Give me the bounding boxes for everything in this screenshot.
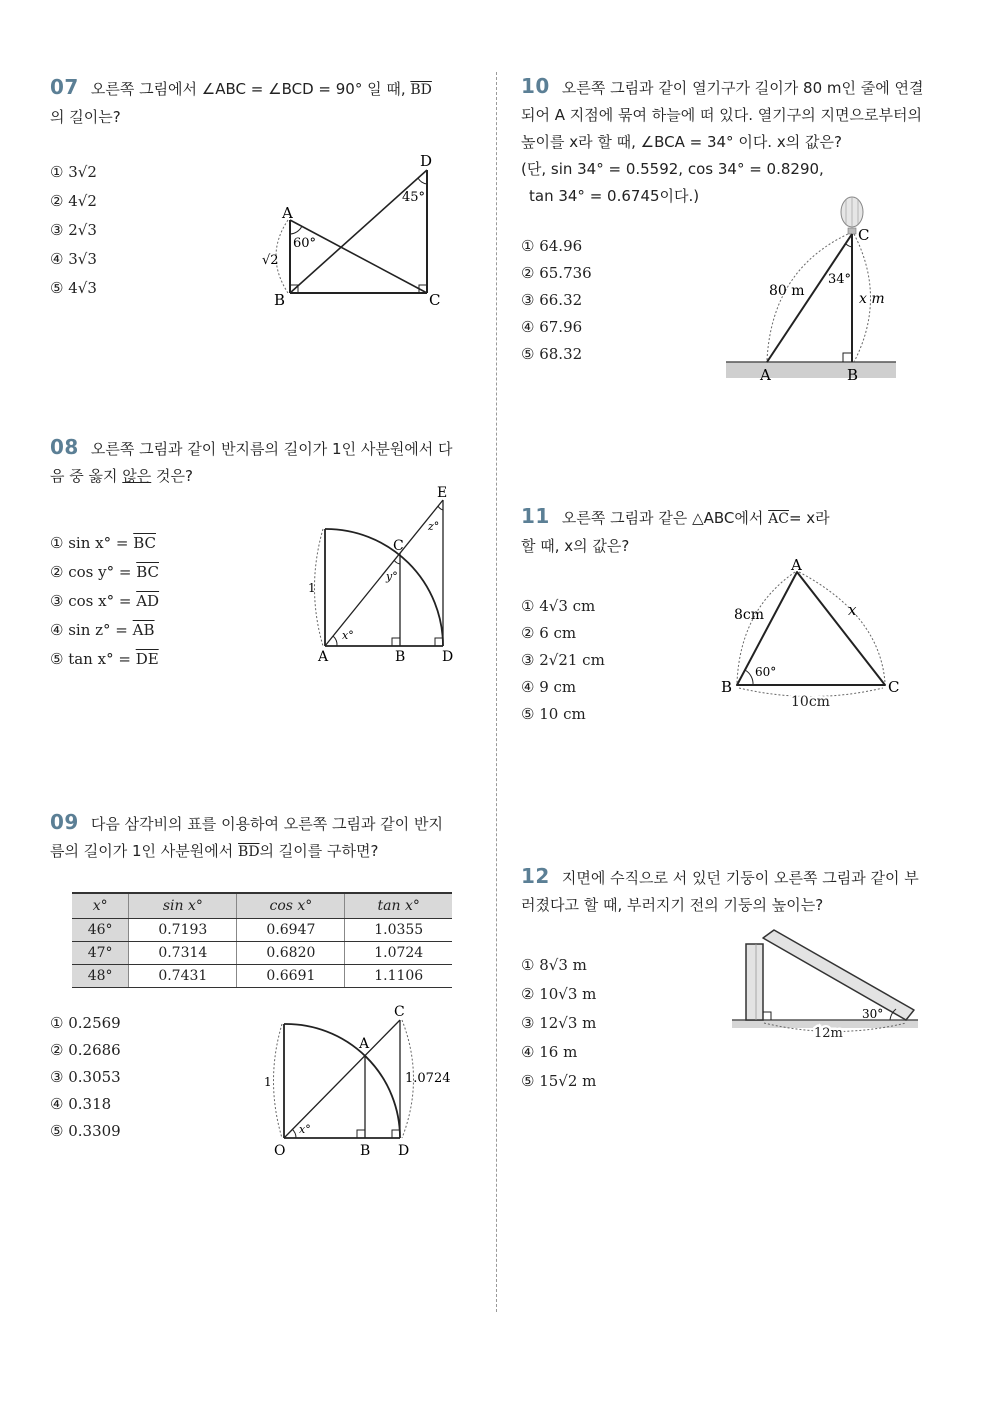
- table-cell: 1.0724: [345, 942, 452, 965]
- angle-label-x: x°: [299, 1123, 311, 1136]
- choice-text: ⑤ tan x° =: [50, 650, 131, 668]
- segment-label: $\overline{AC}$: [768, 511, 789, 527]
- table-cell: 0.6691: [237, 965, 345, 988]
- label-b: B: [274, 291, 286, 309]
- choice-3[interactable]: ③ 2√3: [50, 221, 97, 239]
- trig-table: [72, 892, 452, 988]
- angle-label-x: x°: [342, 629, 354, 642]
- segment-label: $\overline{BD}$: [410, 82, 432, 98]
- question-09-choices: [50, 1010, 121, 1145]
- dimension-arc-ac: [799, 572, 885, 683]
- choice-2[interactable]: ② 0.2686: [50, 1041, 121, 1059]
- question-12: [521, 863, 951, 919]
- segment-label: $\overline{BC}$: [133, 534, 156, 552]
- pillar-standing: [746, 944, 763, 1020]
- ground: [726, 362, 896, 378]
- segment-label: $\overline{BC}$: [136, 563, 159, 581]
- table-header-row: [72, 893, 452, 919]
- label-c: C: [888, 678, 900, 696]
- table-cell: 0.6947: [237, 919, 345, 942]
- label-d: D: [420, 152, 433, 170]
- stem-text: = x라: [788, 509, 830, 527]
- figure-10: [722, 190, 902, 385]
- choice-2[interactable]: [50, 558, 159, 587]
- stem-text: 할 때, x의 값은?: [521, 537, 630, 555]
- choice-2[interactable]: ② 6 cm: [521, 624, 577, 642]
- side-label-ac: x: [848, 601, 857, 619]
- figure-09: [255, 1000, 465, 1165]
- label-d: D: [398, 1143, 410, 1159]
- stem-text: 오른쪽 그림에서 ∠ABC = ∠BCD = 90° 일 때,: [90, 80, 406, 98]
- choice-2[interactable]: ② 10√3 m: [521, 985, 597, 1003]
- angle-label-c: 34°: [828, 272, 852, 287]
- question-07: [50, 74, 480, 131]
- choice-text: ② cos y° =: [50, 563, 132, 581]
- right-angle-d: [392, 1130, 400, 1138]
- table-row: [72, 942, 452, 965]
- dimension-arc: [315, 529, 324, 646]
- angle-arc-y: [394, 560, 400, 564]
- stem-text: 러졌다고 할 때, 부러지기 전의 기둥의 높이는?: [521, 896, 824, 914]
- choice-1[interactable]: ① 3√2: [50, 163, 97, 181]
- table-cell: 0.7431: [129, 965, 237, 988]
- label-c: C: [429, 291, 441, 309]
- label-a: A: [791, 556, 802, 574]
- question-07-stem: [50, 74, 480, 131]
- table-header: cos x°: [237, 893, 345, 919]
- question-number: 08: [50, 435, 79, 459]
- label-b: B: [847, 366, 859, 384]
- table-row: [72, 965, 452, 988]
- choice-4[interactable]: ④ 9 cm: [521, 678, 577, 696]
- choice-5[interactable]: ⑤ 4√3: [50, 279, 97, 297]
- stem-text: (단, sin 34° = 0.5592, cos 34° = 0.8290,: [521, 160, 824, 178]
- right-angle-b: [357, 1130, 365, 1138]
- angle-arc-d: [418, 178, 427, 184]
- question-number: 10: [521, 74, 550, 98]
- figure-07: [250, 148, 460, 313]
- angle-label-z: z°: [428, 520, 440, 533]
- choice-5[interactable]: ⑤ 68.32: [521, 345, 583, 363]
- table-cell: 48°: [72, 965, 129, 988]
- table-cell: 0.7193: [129, 919, 237, 942]
- table-cell: 46°: [72, 919, 129, 942]
- column-divider: [496, 72, 497, 1312]
- radius-label: 1: [264, 1075, 272, 1089]
- table-header: sin x°: [129, 893, 237, 919]
- pillar-fallen: [763, 930, 914, 1020]
- stem-text: 높이를 x라 할 때, ∠BCA = 34° 이다. x의 값은?: [521, 133, 842, 151]
- angle-arc-z: [438, 506, 443, 510]
- dimension-arc-radius: [274, 1024, 283, 1138]
- stem-text: 의 길이를 구하면?: [259, 842, 379, 860]
- segment-label: $\overline{DE}$: [135, 650, 159, 668]
- choice-text: ③ cos x° =: [50, 592, 132, 610]
- table-row: [72, 919, 452, 942]
- table-cell: 1.1106: [345, 965, 452, 988]
- choice-text: ④ sin z° =: [50, 621, 128, 639]
- choice-1[interactable]: [50, 529, 159, 558]
- choice-5[interactable]: [50, 645, 159, 674]
- label-b: B: [721, 678, 733, 696]
- label-b: B: [395, 649, 406, 665]
- choice-4[interactable]: [50, 616, 159, 645]
- choice-4[interactable]: ④ 16 m: [521, 1043, 578, 1061]
- angle-arc-x: [333, 636, 337, 646]
- angle-label-y: y°: [386, 570, 398, 583]
- stem-text: 지면에 수직으로 서 있던 기둥이 오른쪽 그림과 같이 부: [561, 869, 919, 887]
- choice-5[interactable]: ⑤ 15√2 m: [521, 1072, 597, 1090]
- angle-label-a: 60°: [293, 236, 317, 251]
- angle-arc-a: [290, 226, 302, 234]
- angle-arc-x: [292, 1129, 296, 1138]
- choice-3[interactable]: ③ 12√3 m: [521, 1014, 597, 1032]
- label-a: A: [359, 1036, 370, 1052]
- choice-2[interactable]: ② 4√2: [50, 192, 97, 210]
- table-cell: 47°: [72, 942, 129, 965]
- figure-08: [300, 484, 480, 669]
- question-09-stem: [50, 809, 480, 866]
- choice-3[interactable]: ③ 0.3053: [50, 1068, 121, 1086]
- question-08-stem: [50, 434, 480, 490]
- stem-text: 것은?: [151, 467, 193, 485]
- question-07-choices: [50, 158, 97, 303]
- table-cell: 0.7314: [129, 942, 237, 965]
- segment-label: $\overline{AD}$: [136, 592, 160, 610]
- question-08: [50, 434, 480, 490]
- table-cell: 0.6820: [237, 942, 345, 965]
- side-label-cd: 1.0724: [405, 1071, 451, 1086]
- choice-1[interactable]: ① 8√3 m: [521, 956, 587, 974]
- figure-11: [715, 555, 915, 715]
- question-11-choices: [521, 593, 605, 728]
- choice-text: ① sin x° =: [50, 534, 129, 552]
- angle-arc-b: [745, 670, 753, 685]
- choice-1[interactable]: ① 4√3 cm: [521, 597, 596, 615]
- choice-1[interactable]: ① 0.2569: [50, 1014, 121, 1032]
- label-d: D: [442, 649, 454, 665]
- choice-5[interactable]: ⑤ 10 cm: [521, 705, 586, 723]
- label-o: O: [274, 1143, 286, 1159]
- segment-label: $\overline{BD}$: [238, 844, 260, 860]
- stem-text: 오른쪽 그림과 같이 반지름의 길이가 1인 사분원에서 다: [90, 440, 453, 458]
- label-e: E: [437, 485, 448, 501]
- angle-label-d: 45°: [402, 190, 426, 205]
- angle-label: 30°: [862, 1007, 884, 1021]
- right-angle-b: [392, 638, 400, 646]
- choice-2[interactable]: ② 65.736: [521, 264, 592, 282]
- stem-text: 되어 A 지점에 묶여 하늘에 떠 있다. 열기구의 지면으로부터의: [521, 106, 922, 124]
- question-12-choices: [521, 951, 596, 1096]
- choice-5[interactable]: ⑤ 0.3309: [50, 1122, 121, 1140]
- question-number: 09: [50, 810, 79, 834]
- label-a: A: [318, 649, 329, 665]
- height-label: x m: [859, 291, 885, 307]
- table-header: x°: [72, 893, 129, 919]
- side-label-bc: 10cm: [791, 694, 830, 710]
- question-08-choices: [50, 529, 159, 674]
- stem-text: 오른쪽 그림과 같이 열기구가 길이가 80 m인 줄에 연결: [561, 79, 924, 97]
- choice-4[interactable]: ④ 0.318: [50, 1095, 112, 1113]
- stem-text: 의 길이는?: [50, 108, 121, 126]
- right-angle: [763, 1012, 771, 1020]
- question-number: 12: [521, 864, 550, 888]
- table-header: tan x°: [345, 893, 452, 919]
- stem-text: 오른쪽 그림과 같은 △ABC에서: [561, 509, 764, 527]
- segment-ae: [325, 500, 443, 646]
- choice-1[interactable]: ① 64.96: [521, 237, 583, 255]
- question-09: [50, 809, 480, 866]
- stem-text: 름의 길이가 1인 사분원에서: [50, 842, 234, 860]
- rope-label: 80 m: [769, 283, 805, 299]
- label-a: A: [760, 366, 771, 384]
- choice-3[interactable]: ③ 2√21 cm: [521, 651, 605, 669]
- label-a: A: [282, 204, 293, 222]
- choice-3[interactable]: [50, 587, 159, 616]
- stem-text: 음 중 옳지: [50, 467, 123, 485]
- side-label-ab: 8cm: [734, 607, 765, 623]
- question-number: 07: [50, 75, 79, 99]
- stem-text: tan 34° = 0.6745이다.): [529, 187, 700, 205]
- stem-text: 다음 삼각비의 표를 이용하여 오른쪽 그림과 같이 반지: [90, 815, 444, 833]
- choice-4[interactable]: ④ 67.96: [521, 318, 583, 336]
- side-label-ab: √2: [262, 253, 279, 268]
- radius-label: 1: [308, 581, 316, 595]
- question-10-choices: [521, 233, 592, 368]
- segment-label: $\overline{AB}$: [132, 621, 155, 639]
- label-c: C: [394, 1004, 405, 1020]
- choice-3[interactable]: ③ 66.32: [521, 291, 583, 309]
- right-angle-b: [843, 353, 852, 362]
- table-cell: 1.0355: [345, 919, 452, 942]
- question-11-stem: [521, 503, 951, 560]
- label-b: B: [360, 1143, 371, 1159]
- choice-4[interactable]: ④ 3√3: [50, 250, 97, 268]
- angle-label-b: 60°: [755, 665, 777, 679]
- figure-12: [730, 922, 925, 1047]
- balloon-basket: [848, 228, 856, 234]
- question-11: [521, 503, 951, 560]
- label-c: C: [393, 538, 404, 554]
- question-number: 11: [521, 504, 550, 528]
- right-angle-d: [435, 638, 443, 646]
- base-label: 12m: [814, 1026, 843, 1041]
- label-c: C: [858, 226, 870, 244]
- question-12-stem: [521, 863, 951, 919]
- stem-underlined: 않은: [122, 467, 152, 485]
